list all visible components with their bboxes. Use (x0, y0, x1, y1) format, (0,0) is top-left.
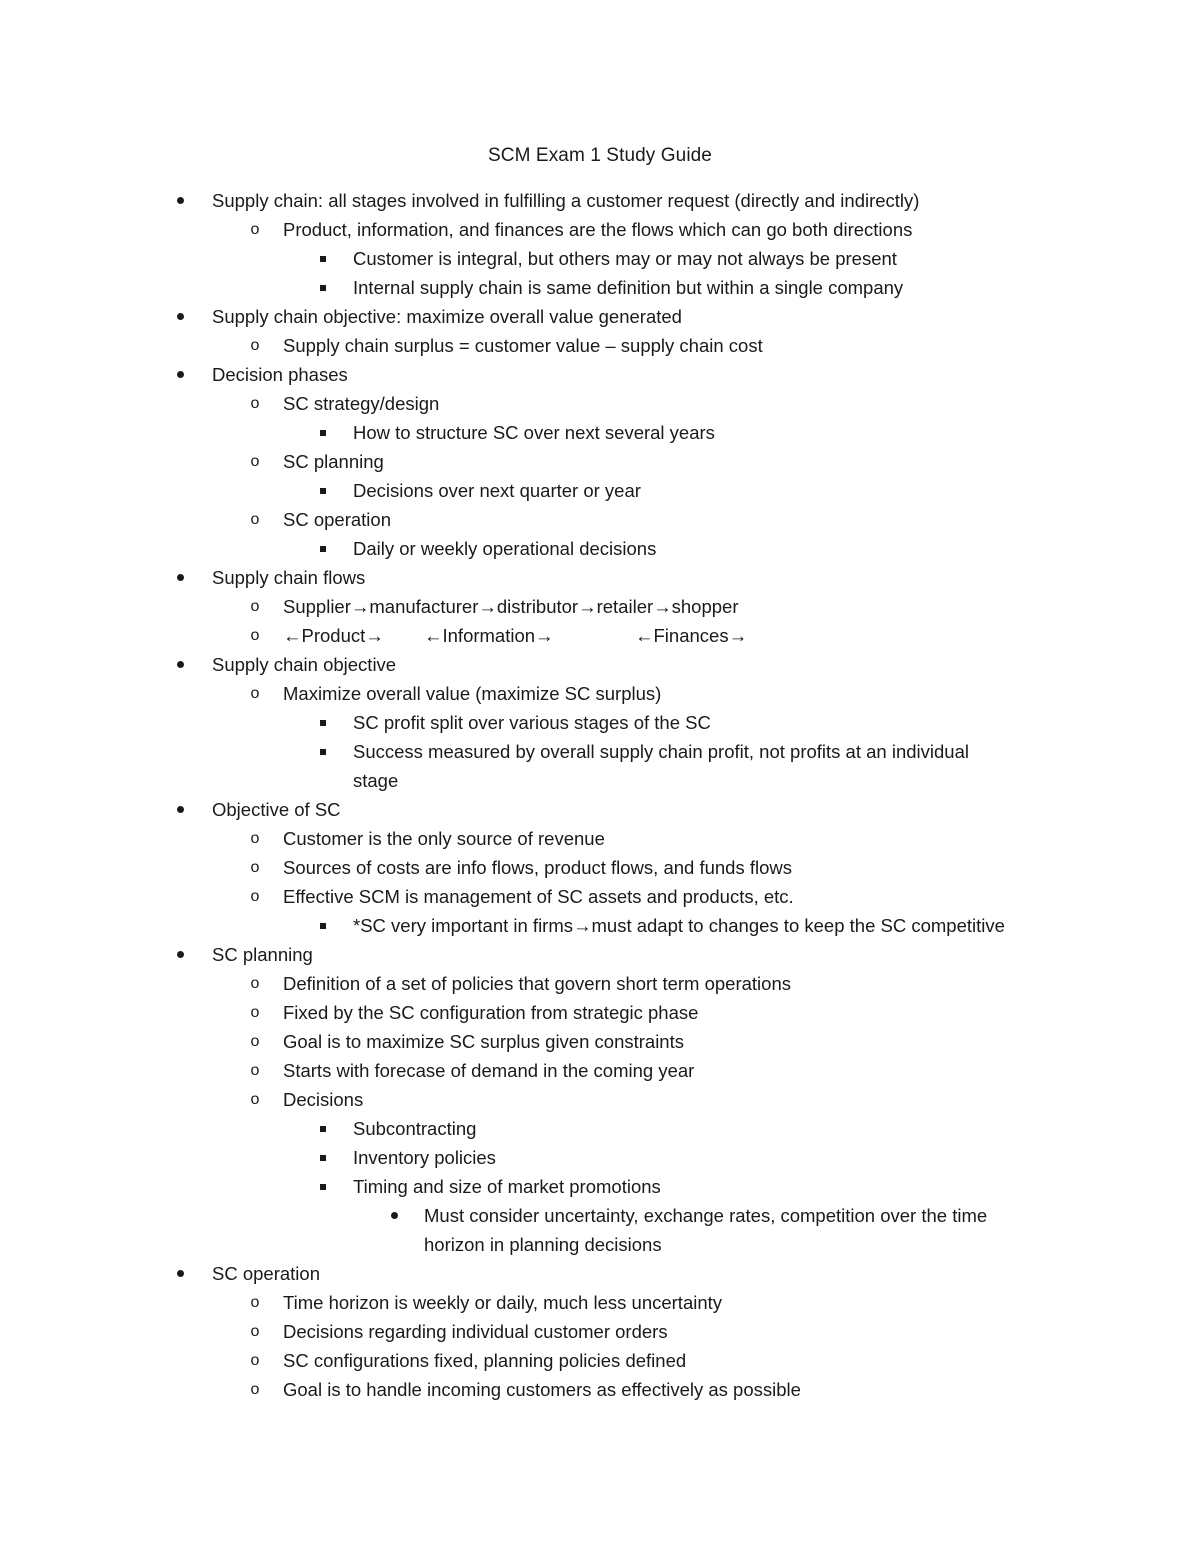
bullet-circle-icon: o (250, 830, 260, 847)
bullet-circle-icon: o (250, 1352, 260, 1369)
list-item: Supply chain objective: maximize overall value generated (0, 302, 1200, 331)
bullet-square-icon (313, 708, 333, 737)
list-item: Timing and size of market promotions (0, 1172, 1200, 1201)
bullet-circle-icon: o (250, 221, 260, 238)
bullet-square-icon (313, 737, 333, 766)
bullet-dot-icon (170, 795, 190, 824)
bullet-circle-icon: o (250, 627, 260, 644)
list-item: Must consider uncertainty, exchange rates, competition over the time horizon in planning decisions (0, 1201, 1200, 1259)
list-item: o Maximize overall value (maximize SC surplus) (0, 679, 1200, 708)
list-item: o SC operation (0, 505, 1200, 534)
bullet-square-icon (313, 1143, 333, 1172)
list-item: Success measured by overall supply chain profit, not profits at an individual stage (0, 737, 1200, 795)
list-item: Objective of SC (0, 795, 1200, 824)
bullet-circle-icon: o (250, 888, 260, 905)
list-item: Decision phases (0, 360, 1200, 389)
flow-information: ←Information→ (424, 625, 554, 646)
bullet-dot-icon (170, 650, 190, 679)
bullet-circle-icon: o (250, 511, 260, 528)
bullet-square-icon (313, 244, 333, 273)
list-item: o Supplier→manufacturer→distributor→retailer→shopper (0, 592, 1200, 621)
bullet-dot-icon (170, 1259, 190, 1288)
bullet-dot-icon (170, 940, 190, 969)
bullet-circle-icon: o (250, 1062, 260, 1079)
bullet-circle-icon: o (250, 337, 260, 354)
bullet-circle-icon: o (250, 598, 260, 615)
list-item: Internal supply chain is same definition but within a single company (0, 273, 1200, 302)
bullet-dot-icon (170, 302, 190, 331)
bullet-circle-icon: o (250, 685, 260, 702)
list-item: o SC planning (0, 447, 1200, 476)
list-item: o Sources of costs are info flows, product flows, and funds flows (0, 853, 1200, 882)
bullet-dot-icon (170, 563, 190, 592)
list-item: o Effective SCM is management of SC assets and products, etc. (0, 882, 1200, 911)
list-item: SC operation (0, 1259, 1200, 1288)
bullet-circle-icon: o (250, 975, 260, 992)
list-item: o Definition of a set of policies that govern short term operations (0, 969, 1200, 998)
list-item: Decisions over next quarter or year (0, 476, 1200, 505)
bullet-square-icon (313, 911, 333, 940)
bullet-square-icon (313, 273, 333, 302)
bullet-square-icon (313, 1114, 333, 1143)
list-item: o SC strategy/design (0, 389, 1200, 418)
list-item: o Goal is to maximize SC surplus given constraints (0, 1027, 1200, 1056)
list-item: Inventory policies (0, 1143, 1200, 1172)
bullet-square-icon (313, 418, 333, 447)
list-item: SC profit split over various stages of the SC (0, 708, 1200, 737)
flow-finances: ←Finances→ (635, 625, 748, 646)
bullet-circle-icon: o (250, 1294, 260, 1311)
list-item: o Supply chain surplus = customer value – supply chain cost (0, 331, 1200, 360)
page-title: SCM Exam 1 Study Guide (488, 145, 712, 166)
flow-product: ←Product→ (283, 625, 384, 646)
list-item: Subcontracting (0, 1114, 1200, 1143)
list-item: SC planning (0, 940, 1200, 969)
bullet-circle-icon: o (250, 1323, 260, 1340)
list-item: o Product, information, and finances are the flows which can go both directions (0, 215, 1200, 244)
list-item: o Goal is to handle incoming customers as effectively as possible (0, 1375, 1200, 1404)
list-item: o Starts with forecase of demand in the coming year (0, 1056, 1200, 1085)
bullet-square-icon (313, 1172, 333, 1201)
bullet-circle-icon: o (250, 453, 260, 470)
list-item: o Time horizon is weekly or daily, much less uncertainty (0, 1288, 1200, 1317)
outline-list (0, 186, 1200, 1404)
bullet-square-icon (313, 476, 333, 505)
bullet-dot-icon (170, 186, 190, 215)
list-item: *SC very important in firms→must adapt to changes to keep the SC competitive (0, 911, 1200, 940)
bullet-dot-icon (170, 360, 190, 389)
bullet-circle-icon: o (250, 1381, 260, 1398)
list-item: o Decisions (0, 1085, 1200, 1114)
list-item (0, 621, 1200, 650)
list-item: o Decisions regarding individual customer orders (0, 1317, 1200, 1346)
list-item: Supply chain flows (0, 563, 1200, 592)
list-item: Supply chain objective (0, 650, 1200, 679)
list-item: o SC configurations fixed, planning policies defined (0, 1346, 1200, 1375)
list-item: How to structure SC over next several years (0, 418, 1200, 447)
bullet-circle-icon: o (250, 1004, 260, 1021)
bullet-circle-icon: o (250, 859, 260, 876)
bullet-square-icon (313, 534, 333, 563)
outline-content (0, 186, 1200, 1404)
list-item: o Fixed by the SC configuration from strategic phase (0, 998, 1200, 1027)
bullet-circle-icon: o (250, 395, 260, 412)
list-item: o Customer is the only source of revenue (0, 824, 1200, 853)
list-item: Supply chain: all stages involved in fulfilling a customer request (directly and indirectly) (0, 186, 1200, 215)
list-item: Customer is integral, but others may or may not always be present (0, 244, 1200, 273)
bullet-dot-icon (384, 1201, 404, 1230)
list-item: Daily or weekly operational decisions (0, 534, 1200, 563)
bullet-circle-icon: o (250, 1091, 260, 1108)
bullet-circle-icon: o (250, 1033, 260, 1050)
